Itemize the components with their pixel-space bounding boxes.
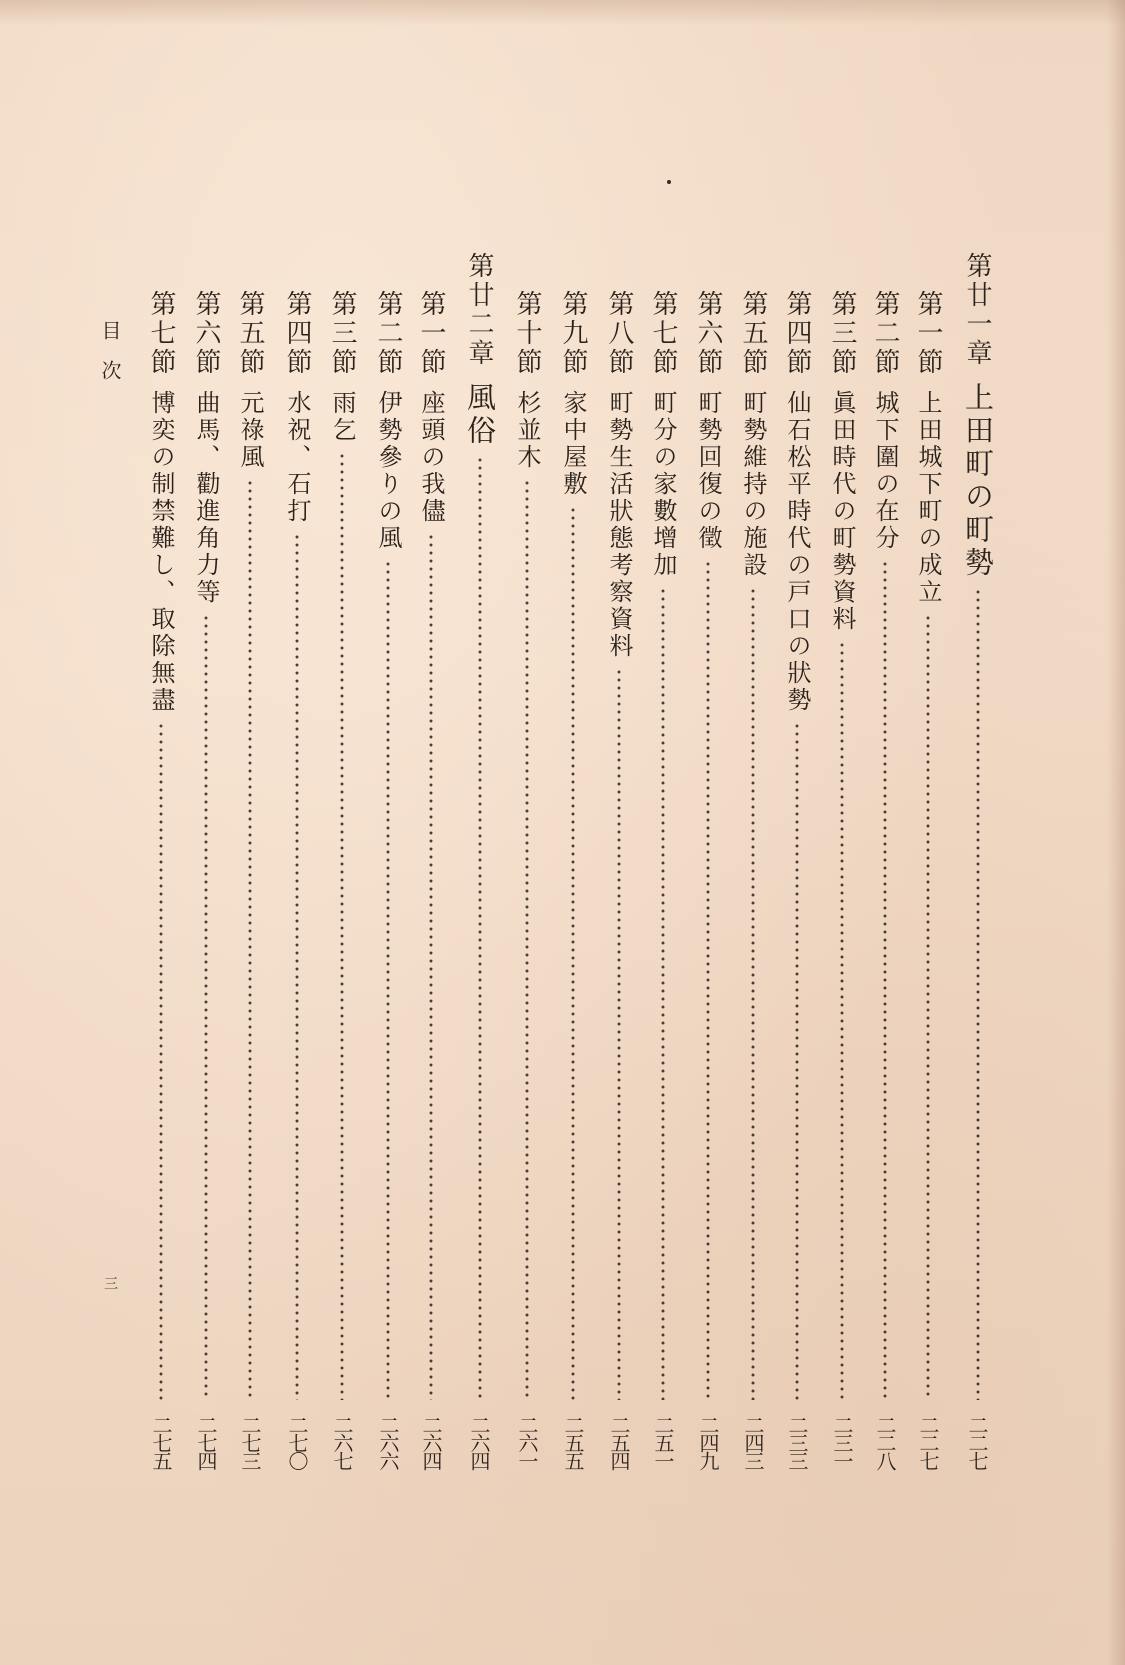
dot-leader (248, 479, 252, 1400)
section-number: 第六節 (191, 290, 221, 377)
page-number: 二二七 (916, 1415, 940, 1469)
section-title: 仙石松平時代の戸口の狀勢 (783, 390, 811, 714)
page-number: 二七三 (238, 1415, 262, 1469)
section-title: 町勢生活狀態考察資料 (605, 390, 633, 660)
page-number: 二三一 (830, 1415, 854, 1469)
chapter-number: 第廿一章 (962, 252, 992, 368)
section-number: 第三節 (327, 290, 357, 377)
dot-leader (478, 456, 482, 1400)
page-number: 二六四 (419, 1415, 443, 1469)
section-title: 町分の家數增加 (649, 390, 677, 579)
dot-leader (840, 641, 844, 1400)
dot-leader (295, 533, 299, 1400)
page-number: 二四九 (696, 1415, 720, 1469)
section-title: 杉並木 (513, 390, 541, 471)
page-number: 二七〇 (285, 1415, 309, 1469)
page-number: 二七四 (194, 1415, 218, 1469)
dot-leader (159, 722, 163, 1400)
section-title: 元祿風 (236, 390, 264, 471)
section-number: 第二節 (373, 290, 403, 377)
running-head: 目次 (98, 320, 122, 400)
page-number: 二六四 (467, 1415, 491, 1469)
dot-leader (926, 614, 930, 1400)
dot-leader (429, 533, 433, 1400)
section-title: 町勢維持の施設 (739, 390, 767, 579)
section-title: 伊勢參りの風 (374, 390, 402, 552)
page-edge-shadow (1107, 0, 1125, 1665)
section-title: 雨乞 (328, 390, 356, 444)
section-title: 上田城下町の成立 (914, 390, 942, 606)
section-number: 第三節 (827, 290, 857, 377)
section-number: 第九節 (558, 290, 588, 377)
chapter-number: 第廿二章 (464, 252, 494, 368)
dot-leader (386, 560, 390, 1400)
page-number: 二六六 (376, 1415, 400, 1469)
chapter-title: 風俗 (463, 382, 497, 448)
section-number: 第一節 (416, 290, 446, 377)
section-number: 第六節 (693, 290, 723, 377)
section-number: 第四節 (782, 290, 812, 377)
page-top-shadow (0, 0, 1125, 26)
section-number: 第一節 (913, 290, 943, 377)
dot-leader (976, 588, 980, 1400)
dot-leader (706, 560, 710, 1400)
page-number: 二五五 (561, 1415, 585, 1469)
section-title: 座頭の我儘 (417, 390, 445, 525)
section-title: 眞田時代の町勢資料 (828, 390, 856, 633)
dot-leader (617, 668, 621, 1400)
dot-leader (883, 560, 887, 1400)
section-title: 城下圍の在分 (871, 390, 899, 552)
section-number: 第四節 (282, 290, 312, 377)
dot-leader (571, 506, 575, 1400)
page-number: 二六七 (330, 1415, 354, 1469)
chapter-title: 上田町の町勢 (961, 382, 995, 580)
page-number: 二六一 (515, 1415, 539, 1469)
section-title: 町勢回復の徵 (694, 390, 722, 552)
dot-leader (661, 587, 665, 1400)
dot-leader (751, 587, 755, 1400)
page-number: 二三三 (785, 1415, 809, 1469)
section-title: 博奕の制禁難し、取除無盡 (147, 390, 175, 714)
section-number: 第十節 (512, 290, 542, 377)
section-number: 第五節 (235, 290, 265, 377)
page-folio: 三 (102, 1276, 118, 1290)
section-number: 第二節 (870, 290, 900, 377)
page-number: 二五一 (651, 1415, 675, 1469)
dot-leader (204, 614, 208, 1400)
page-number: 二七五 (149, 1415, 173, 1469)
section-number: 第五節 (738, 290, 768, 377)
page-number: 二二八 (873, 1415, 897, 1469)
dot-leader (795, 722, 799, 1400)
section-title: 水祝、石打 (283, 390, 311, 525)
dot-leader (340, 452, 344, 1400)
page-number: 二五四 (607, 1415, 631, 1469)
dot-leader (525, 479, 529, 1400)
page-number: 二四三 (741, 1415, 765, 1469)
section-number: 第七節 (146, 290, 176, 377)
section-number: 第八節 (604, 290, 634, 377)
ink-speck (667, 180, 671, 184)
page-number: 二二七 (965, 1415, 989, 1469)
section-title: 家中屋敷 (559, 390, 587, 498)
section-title: 曲馬、勸進角力等 (192, 390, 220, 606)
section-number: 第七節 (648, 290, 678, 377)
